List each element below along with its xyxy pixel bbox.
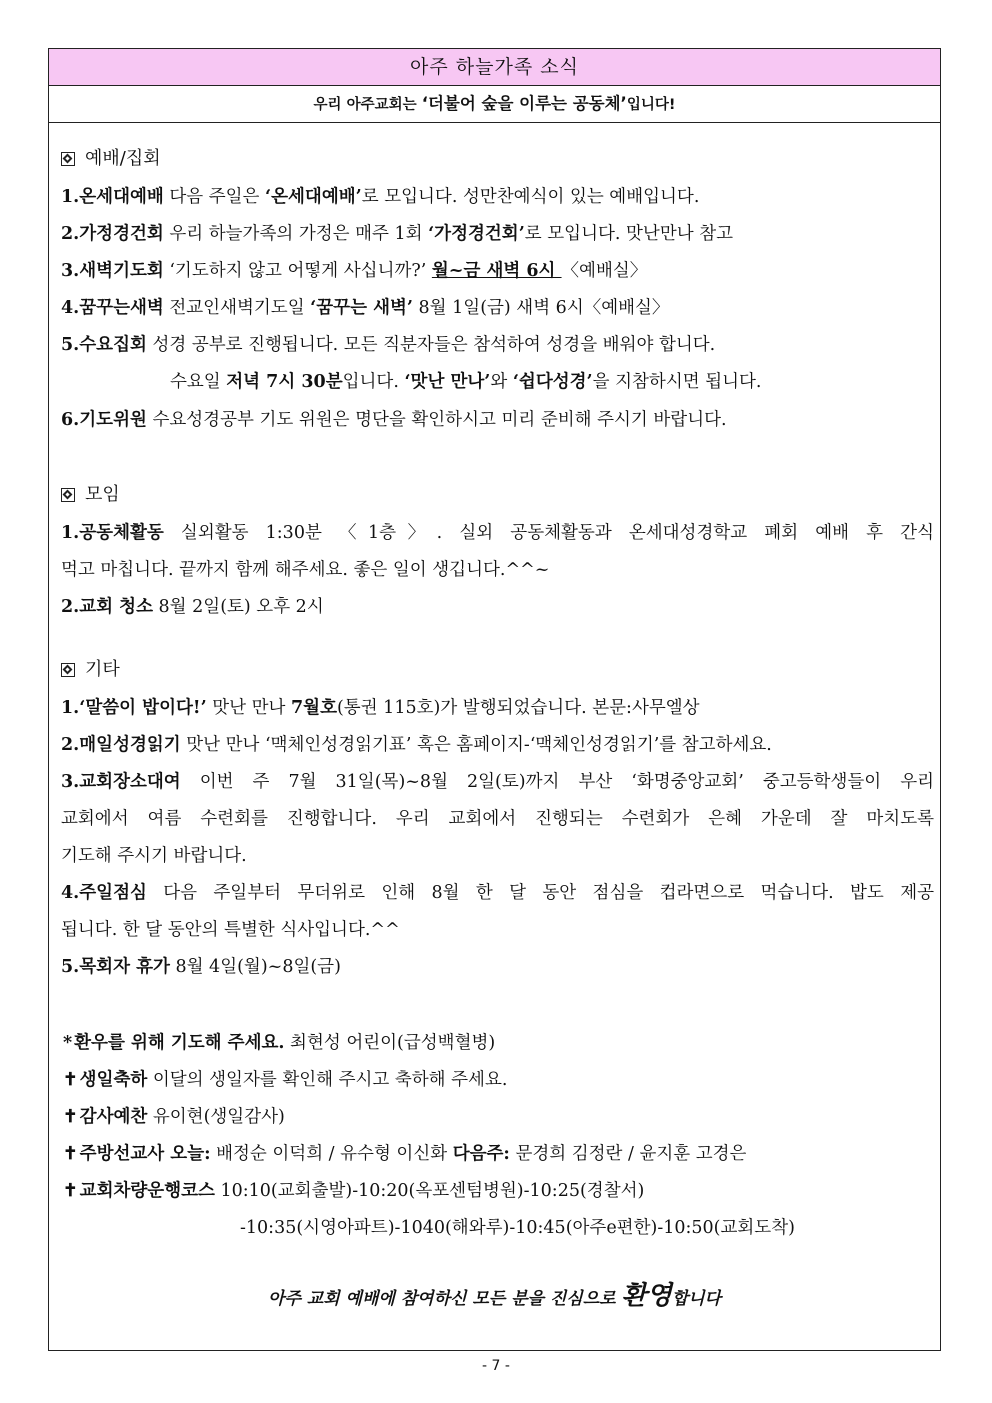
footer-text: 합니다 [671, 1289, 721, 1309]
section-worship-heading [61, 147, 934, 171]
note-birthday [63, 1068, 934, 1092]
footer-emphasis: 환영 [621, 1281, 672, 1311]
worship-item-5 [61, 333, 934, 357]
etc-item-3 [61, 770, 934, 794]
welcome-footer [49, 1275, 940, 1312]
item-label: 1.온세대예배 [61, 187, 164, 207]
item-text: ‘기도하지 않고 어떻게 사십니까?’ [163, 261, 432, 281]
note-label: 감사예찬 [79, 1107, 148, 1127]
subtitle-pre: 우리 아주교회는 [313, 97, 422, 113]
item-emphasis: ‘가정경건회’ [428, 224, 525, 244]
note-label: 주방선교사 오늘: [79, 1144, 211, 1164]
item-text: 성경 공부로 진행됩니다. 모든 직분자들은 참석하여 성경을 배워야 합니다. [146, 335, 716, 355]
note-label: 다음주: [452, 1144, 510, 1164]
page-number: - 7 - [482, 1358, 510, 1374]
item-text: 맛난 만나 [206, 698, 291, 718]
diamond-box-icon [61, 488, 75, 502]
item-text: 이번 주 7월 31일(목)~8월 2일(토)까지 부산 ‘화명중앙교회’ 중고등학생들이 우리 [180, 772, 934, 792]
worship-item-5-cont [170, 370, 934, 394]
item-text: 8월 1일(금) 새벽 6시〈예배실〉 [412, 298, 670, 318]
note-vehicle [63, 1179, 934, 1203]
worship-item-3 [61, 259, 934, 283]
cross-icon: ✝ [63, 1144, 78, 1164]
worship-item-4 [61, 296, 934, 320]
note-vehicle-cont: -10:35(시영아파트)-1040(해와루)-10:45(아주e편한)-10:50(교회도착) [240, 1218, 795, 1238]
item-label: 2.가정경건회 [61, 224, 164, 244]
item-text: 맛난 만나 ‘맥체인성경읽기표’ 혹은 홈페이지-‘맥체인성경읽기’를 참고하세요. [180, 735, 772, 755]
item-emphasis: ‘꿈꾸는 새벽’ [310, 298, 413, 318]
item-text: 실외활동 1:30분 〈1층〉. 실외 공동체활동과 온세대성경학교 폐회 예배 후 간식 [163, 523, 934, 543]
etc-item-4-cont: 됩니다. 한 달 동안의 특별한 식사입니다.^^ [61, 920, 400, 940]
etc-item-1 [61, 696, 934, 720]
content [49, 123, 940, 1350]
note-label: 교회차량운행코스 [79, 1181, 215, 1201]
item-text: 다음 주일부터 무더위로 인해 8월 한 달 동안 점심을 컵라면으로 먹습니다. 밥도 제공 [146, 883, 934, 903]
footer-text: 아주 교회 예배에 참여하신 모든 분을 진심으로 [268, 1289, 622, 1309]
bulletin-frame [48, 48, 941, 1351]
item-text: 을 지참하시면 됩니다. [592, 372, 762, 392]
note-thanks [63, 1105, 934, 1129]
meeting-item-1 [61, 521, 934, 545]
worship-item-2 [61, 222, 934, 246]
item-emphasis: 7월호 [290, 698, 337, 718]
item-emphasis: 월~금 새벽 6시 [431, 261, 562, 281]
item-text: 와 [490, 372, 513, 392]
heading-text: 예배/집회 [85, 148, 161, 169]
item-label: 2.매일성경읽기 [61, 735, 181, 755]
etc-item-2 [61, 733, 934, 757]
worship-item-6 [61, 408, 934, 432]
diamond-box-icon [61, 152, 75, 166]
heading-text: 모임 [85, 484, 120, 505]
item-text: 〈예배실〉 [561, 261, 648, 281]
heading-text: 기타 [85, 659, 120, 680]
note-text: 10:10(교회출발)-10:20(옥포센텀병원)-10:25(경찰서) [214, 1181, 645, 1201]
worship-item-1 [61, 185, 934, 209]
item-text: 다음 주일은 [163, 187, 266, 207]
item-text: 8월 2일(토) 오후 2시 [152, 597, 324, 617]
subtitle-motto: ‘더불어 숲을 이루는 공동체’ [421, 94, 627, 113]
page-title: 아주 하늘가족 소식 [49, 49, 940, 86]
cross-icon: ✝ [63, 1107, 78, 1127]
note-label: 환우를 위해 기도해 주세요. [74, 1033, 285, 1053]
etc-item-3-cont2: 기도해 주시기 바랍니다. [61, 846, 247, 866]
section-etc-heading [61, 658, 934, 682]
note-label: 생일축하 [79, 1070, 148, 1090]
meeting-item-2 [61, 595, 934, 619]
meeting-item-1-cont: 먹고 마칩니다. 끝까지 함께 해주세요. 좋은 일이 생깁니다.^^~ [61, 560, 550, 580]
subtitle-post: 입니다! [626, 97, 676, 113]
etc-item-3-cont: 교회에서 여름 수련회를 진행합니다. 우리 교회에서 진행되는 수련회가 은혜 가운데 잘 마치도록 [61, 809, 934, 829]
cross-icon: ✝ [63, 1181, 78, 1201]
item-label: 1.‘말씀이 밥이다!’ [61, 698, 207, 718]
note-kitchen [63, 1142, 934, 1166]
item-text: 로 모입니다. 성만찬예식이 있는 예배입니다. [361, 187, 700, 207]
note-text: 문경희 김정란 / 윤지훈 고경은 [509, 1144, 747, 1164]
note-prayer [63, 1031, 934, 1055]
item-label: 3.새벽기도회 [61, 261, 164, 281]
item-emphasis: ‘온세대예배’ [265, 187, 362, 207]
item-label: 4.꿈꾸는새벽 [61, 298, 164, 318]
item-text: 로 모입니다. 맛난만나 참고 [524, 224, 734, 244]
item-emphasis: 저녁 7시 30분 [226, 372, 343, 392]
item-text: 전교인새벽기도일 [163, 298, 311, 318]
item-text: 수요성경공부 기도 위원은 명단을 확인하시고 미리 준비해 주시기 바랍니다. [146, 410, 727, 430]
note-text: 이달의 생일자를 확인해 주시고 축하해 주세요. [147, 1070, 508, 1090]
item-emphasis: ‘맛난 만나’ [404, 372, 491, 392]
etc-item-4 [61, 881, 934, 905]
note-text: 유이현(생일감사) [147, 1107, 285, 1127]
item-emphasis: ‘쉽다성경’ [512, 372, 593, 392]
item-label: 3.교회장소대여 [61, 772, 181, 792]
subtitle [49, 86, 940, 123]
item-label: 1.공동체활동 [61, 523, 164, 543]
note-text: 최현성 어린이(급성백혈병) [284, 1033, 496, 1053]
item-label: 5.수요집회 [61, 335, 147, 355]
item-text: 수요일 [170, 372, 227, 392]
item-text: 8월 4일(월)~8일(금) [169, 957, 341, 977]
item-label: 4.주일점심 [61, 883, 147, 903]
cross-icon: ✝ [63, 1070, 78, 1090]
section-meeting-heading [61, 483, 934, 507]
etc-item-5 [61, 955, 934, 979]
note-text: 배정순 이덕희 / 유수형 이신화 [210, 1144, 453, 1164]
item-text: 우리 하늘가족의 가정은 매주 1회 [163, 224, 429, 244]
item-label: 6.기도위원 [61, 410, 147, 430]
item-text: 입니다. [342, 372, 405, 392]
diamond-box-icon [61, 663, 75, 677]
item-text: (통권 115호)가 발행되었습니다. 본문:사무엘상 [336, 698, 700, 718]
item-label: 5.목회자 휴가 [61, 957, 170, 977]
asterisk-icon: * [63, 1033, 73, 1053]
item-label: 2.교회 청소 [61, 597, 153, 617]
